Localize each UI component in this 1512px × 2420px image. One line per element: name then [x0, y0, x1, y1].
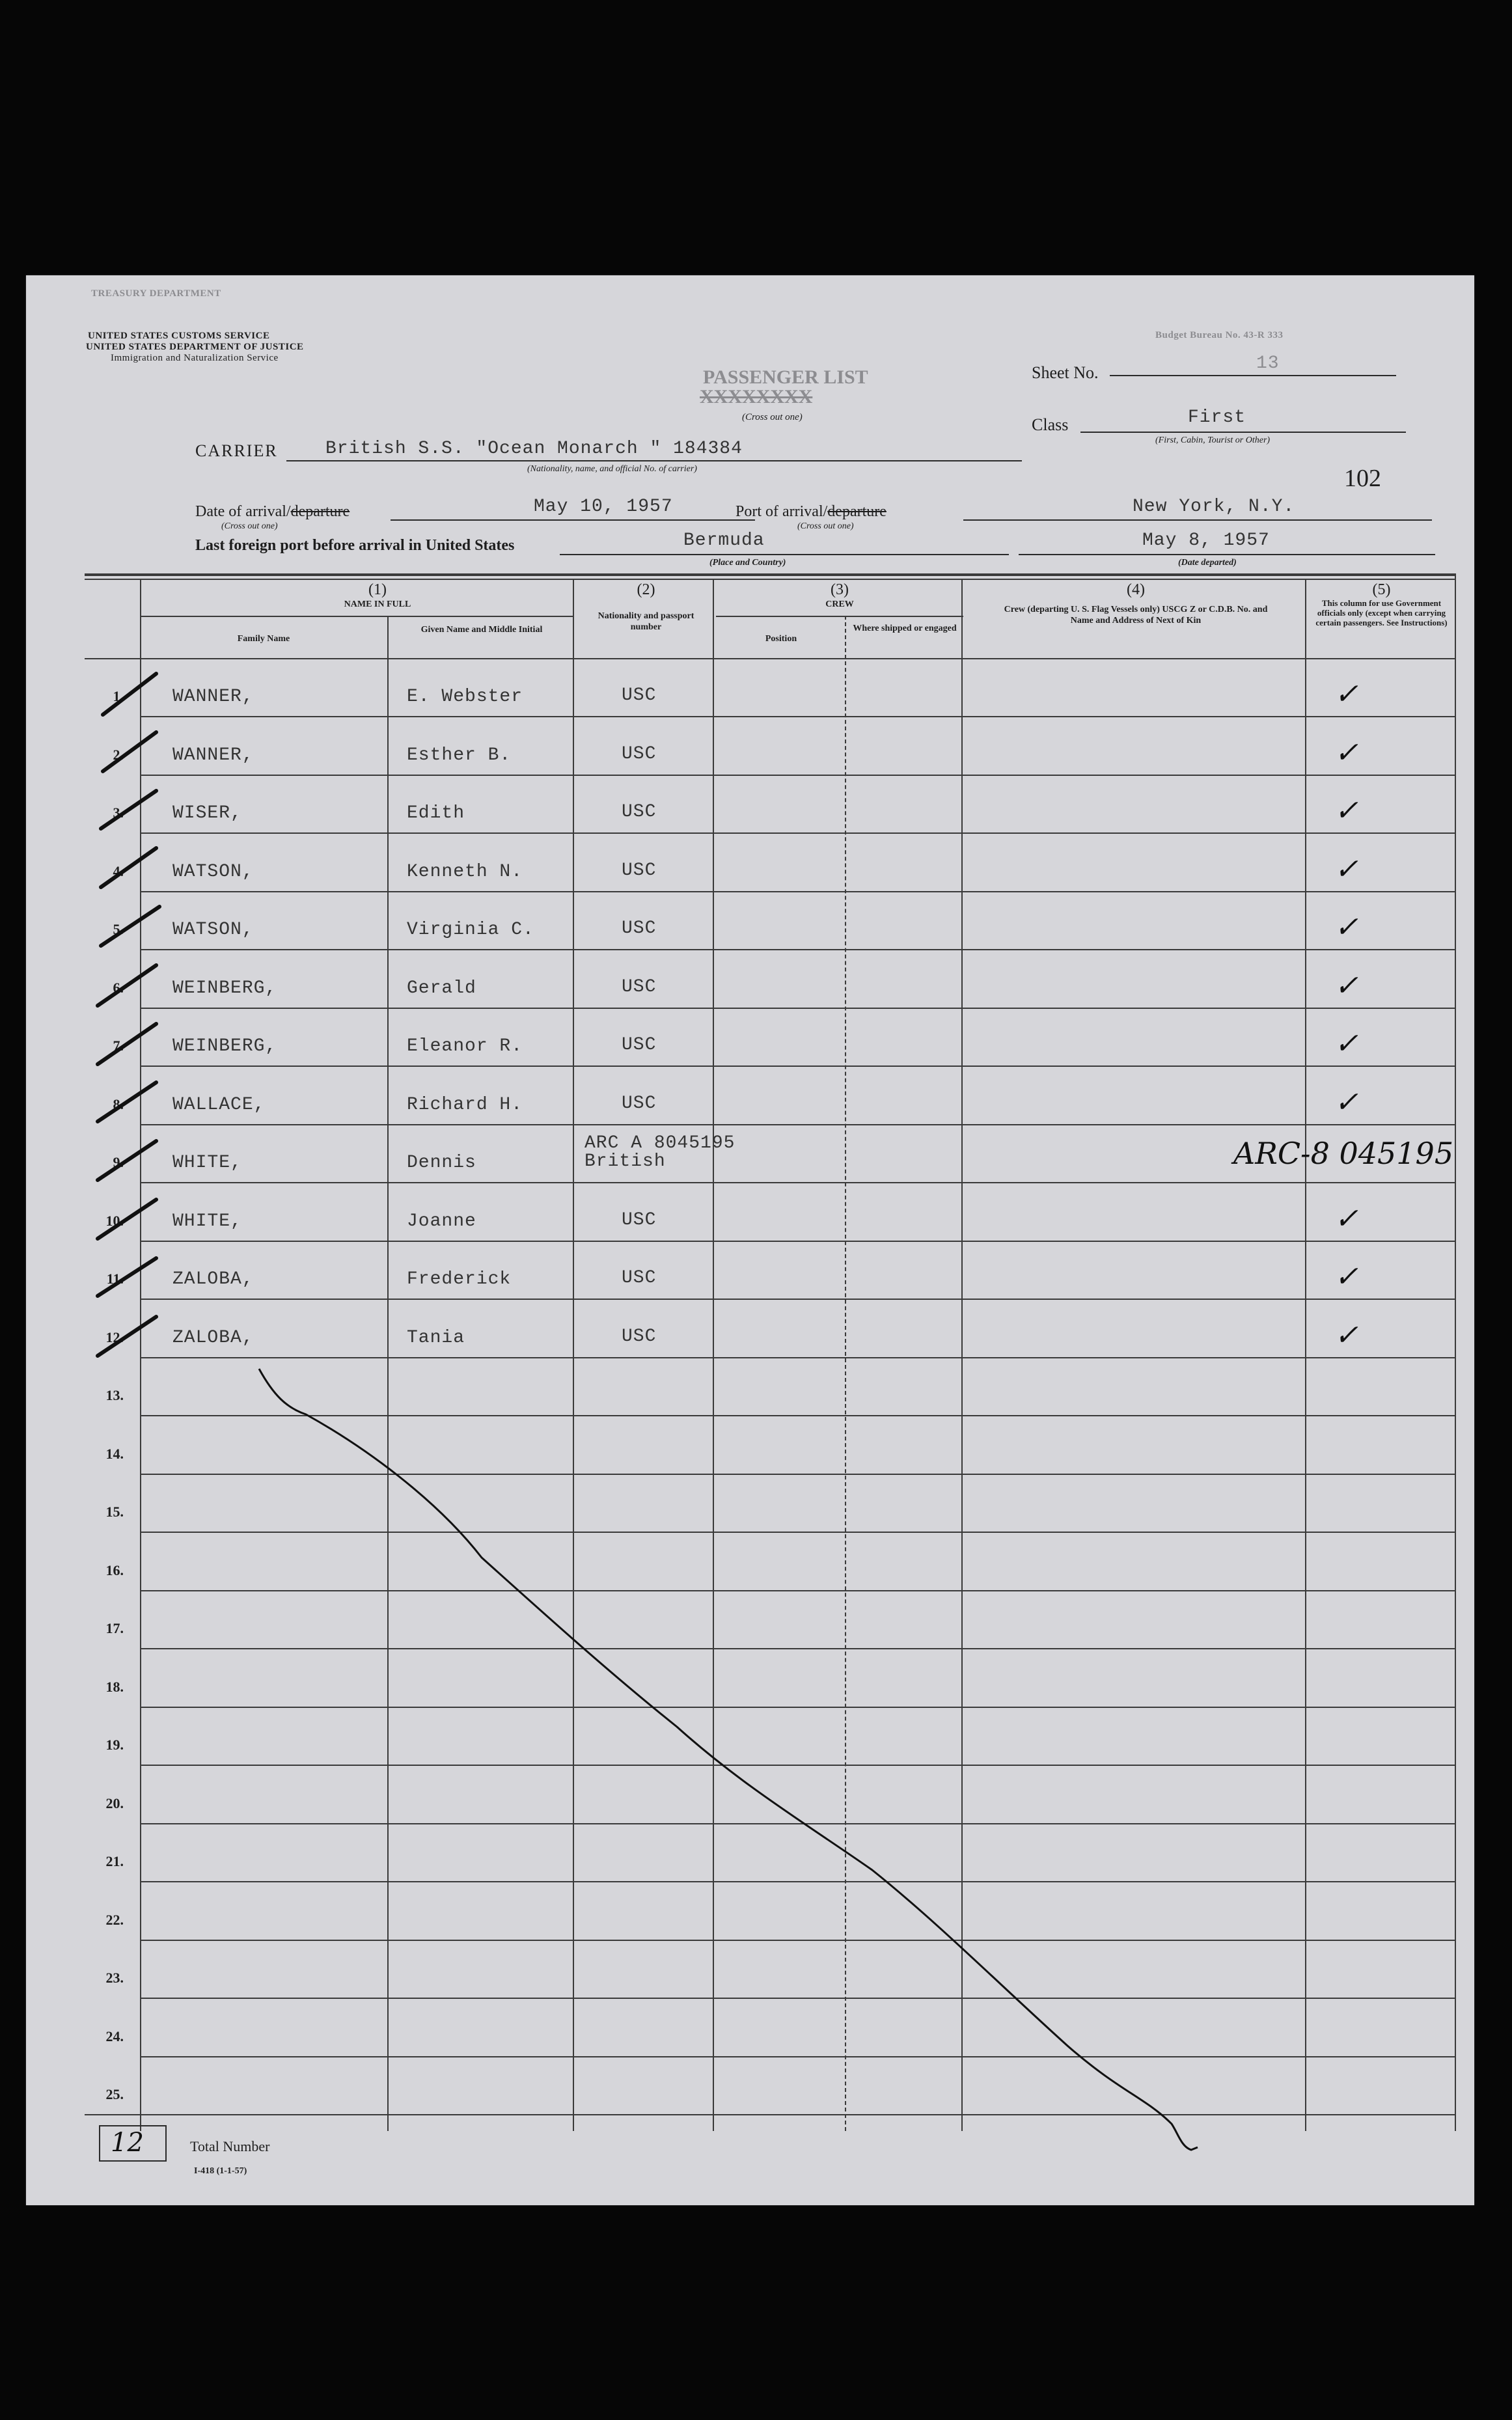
given-name: Kenneth N. — [407, 861, 523, 882]
check-mark: ✓ — [1334, 794, 1358, 827]
check-mark: ✓ — [1334, 852, 1358, 886]
col1b-title: Given Name and Middle Initial — [420, 625, 543, 635]
total-number-label: Total Number — [190, 2138, 270, 2154]
family-name: WALLACE, — [172, 1094, 266, 1115]
col5-number: (5) — [1372, 581, 1391, 598]
nationality: ARC A 8045195 — [584, 1133, 735, 1153]
row-number: 17. — [105, 1620, 124, 1636]
check-mark: ✓ — [1334, 1027, 1358, 1060]
row-number: 8. — [113, 1095, 124, 1112]
nationality-country: British — [584, 1151, 666, 1172]
row-number: 14. — [105, 1445, 124, 1462]
family-name: WANNER, — [172, 745, 254, 765]
row-number: 21. — [105, 1853, 124, 1869]
margin-tick-mark — [98, 1200, 156, 1239]
family-name: WHITE, — [172, 1211, 242, 1231]
margin-tick-mark — [103, 674, 156, 715]
nationality: USC — [622, 1209, 657, 1230]
margin-tick-mark — [98, 965, 156, 1006]
total-number-box — [99, 2125, 167, 2162]
check-mark: ✓ — [1334, 969, 1358, 1002]
margin-tick-mark — [98, 1082, 156, 1121]
margin-tick-mark — [103, 732, 156, 771]
arrival-date-hint: (Cross out one) — [221, 521, 278, 531]
arrival-date-value: May 10, 1957 — [534, 497, 673, 517]
departed-date-hint: (Date departed) — [1178, 558, 1237, 568]
row-number: 25. — [105, 2086, 124, 2102]
col3-number: (3) — [831, 581, 849, 598]
handwritten-annotations — [26, 275, 1474, 2205]
class-hint: (First, Cabin, Tourist or Other) — [1155, 435, 1271, 445]
given-name: Edith — [407, 803, 465, 823]
nationality: USC — [622, 802, 657, 822]
total-number-value: 12 — [111, 2128, 144, 2158]
form-title-hint: (Cross out one) — [742, 412, 803, 422]
row-number: 13. — [105, 1387, 124, 1403]
row-number: 19. — [105, 1737, 124, 1753]
form-title-struck: XXXXXXXX — [700, 386, 813, 407]
family-name: ZALOBA, — [172, 1269, 254, 1289]
nationality: USC — [622, 685, 657, 706]
col1-title: NAME IN FULL — [344, 599, 411, 609]
row-number: 23. — [105, 1970, 124, 1986]
form-title: PASSENGER LIST — [703, 366, 868, 388]
nationality: USC — [622, 1268, 657, 1288]
arrival-port-hint: (Cross out one) — [797, 521, 854, 531]
check-mark: ✓ — [1334, 1085, 1358, 1119]
given-name: Esther B. — [407, 745, 512, 765]
nationality: USC — [622, 1035, 657, 1055]
agency-line-2: UNITED STATES CUSTOMS SERVICE — [88, 331, 270, 341]
row-number: 24. — [105, 2028, 124, 2044]
budget-bureau-no: Budget Bureau No. 43-R 333 — [1155, 330, 1284, 340]
col3-title: CREW — [825, 599, 854, 609]
row-number: 2. — [113, 746, 124, 763]
check-mark: ✓ — [1334, 911, 1358, 944]
margin-tick-mark — [101, 791, 156, 829]
col4-title: Crew (departing U. S. Flag Vessels only) USCG Z or C.D.B. No. and Name and Address of Next of Kin — [1004, 605, 1268, 626]
page-number: 102 — [1344, 465, 1381, 492]
row-number: 20. — [105, 1794, 124, 1811]
check-mark: ✓ — [1334, 736, 1358, 769]
row-number: 4. — [113, 862, 124, 879]
row-number: 7. — [113, 1038, 124, 1054]
arrival-port-label-text: Port of arrival/ — [735, 503, 828, 520]
agency-line-3: UNITED STATES DEPARTMENT OF JUSTICE — [86, 342, 304, 352]
family-name: WISER, — [172, 803, 242, 823]
nationality: USC — [622, 976, 657, 997]
arrival-date-struck: departure — [290, 503, 350, 520]
margin-tick-mark — [98, 1258, 156, 1296]
check-mark: ✓ — [1334, 678, 1358, 711]
given-name: Virginia C. — [407, 920, 534, 940]
row-number: 6. — [113, 979, 124, 996]
row-number: 22. — [105, 1911, 124, 1928]
row-number: 9. — [113, 1154, 124, 1170]
given-name: Richard H. — [407, 1094, 523, 1115]
given-name: E. Webster — [407, 687, 523, 707]
nationality: USC — [622, 860, 657, 881]
given-name: Eleanor R. — [407, 1036, 523, 1056]
col3b-title: Where shipped or engaged — [853, 624, 957, 633]
margin-tick-mark — [98, 1024, 156, 1064]
row-number: 12. — [105, 1328, 124, 1345]
check-mark: ✓ — [1334, 1318, 1358, 1352]
given-name: Joanne — [407, 1211, 476, 1231]
nationality: USC — [622, 1093, 657, 1114]
arrival-port-value: New York, N.Y. — [1133, 497, 1295, 517]
row-number: 18. — [105, 1678, 124, 1695]
col2-title: Nationality and passport number — [598, 611, 694, 632]
family-name: ZALOBA, — [172, 1327, 254, 1348]
departed-date-value: May 8, 1957 — [1142, 530, 1270, 551]
family-name: WEINBERG, — [172, 978, 277, 998]
handwritten-passport-note: ARC-8 045195 — [1233, 1136, 1454, 1171]
col3a-title: Position — [765, 634, 797, 644]
arrival-date-label-text: Date of arrival/ — [195, 503, 291, 520]
family-name: WATSON, — [172, 920, 254, 940]
sheet-no-value: 13 — [1256, 353, 1280, 374]
margin-tick-mark — [101, 848, 156, 887]
family-name: WHITE, — [172, 1153, 242, 1173]
col5-title: This column for use Government officials only (except when carrying certain passengers. See Instructions) — [1315, 598, 1448, 627]
family-name: WEINBERG, — [172, 1036, 277, 1056]
nationality: USC — [622, 918, 657, 939]
strike-through-line — [259, 1369, 1198, 2150]
carrier-label: CARRIER — [195, 441, 278, 460]
nationality: USC — [622, 743, 657, 764]
row-number: 10. — [105, 1212, 124, 1229]
row-number: 5. — [113, 921, 124, 937]
nationality: USC — [622, 1326, 657, 1347]
arrival-port-struck: departure — [827, 503, 887, 520]
margin-tick-mark — [98, 1317, 156, 1356]
col1-number: (1) — [368, 581, 387, 598]
class-value: First — [1188, 407, 1246, 428]
given-name: Gerald — [407, 978, 476, 998]
row-number: 1. — [113, 688, 124, 704]
col2-number: (2) — [637, 581, 655, 598]
given-name: Dennis — [407, 1153, 476, 1173]
sheet-no-label: Sheet No. — [1032, 363, 1099, 382]
passenger-list-form — [26, 275, 1474, 2205]
agency-line-4: Immigration and Naturalization Service — [111, 353, 279, 363]
last-port-hint: (Place and Country) — [709, 558, 786, 568]
row-number: 15. — [105, 1504, 124, 1520]
check-mark: ✓ — [1334, 1202, 1358, 1235]
col1a-title: Family Name — [237, 634, 290, 644]
check-mark: ✓ — [1334, 1260, 1358, 1293]
family-name: WATSON, — [172, 861, 254, 882]
margin-tick-mark — [98, 1141, 156, 1180]
agency-line-1: TREASURY DEPARTMENT — [91, 288, 221, 299]
class-label: Class — [1032, 415, 1069, 434]
given-name: Tania — [407, 1327, 465, 1348]
given-name: Frederick — [407, 1269, 512, 1289]
last-port-value: Bermuda — [683, 530, 765, 551]
carrier-hint: (Nationality, name, and official No. of carrier) — [527, 464, 697, 474]
row-number: 3. — [113, 804, 124, 821]
row-number: 11. — [106, 1271, 124, 1287]
col4-number: (4) — [1127, 581, 1145, 598]
last-port-label: Last foreign port before arrival in United States — [195, 537, 515, 554]
margin-tick-mark — [101, 907, 159, 946]
form-number: I-418 (1-1-57) — [194, 2166, 247, 2176]
family-name: WANNER, — [172, 687, 254, 707]
row-number: 16. — [105, 1561, 124, 1578]
carrier-value: British S.S. "Ocean Monarch " 184384 — [325, 439, 743, 459]
